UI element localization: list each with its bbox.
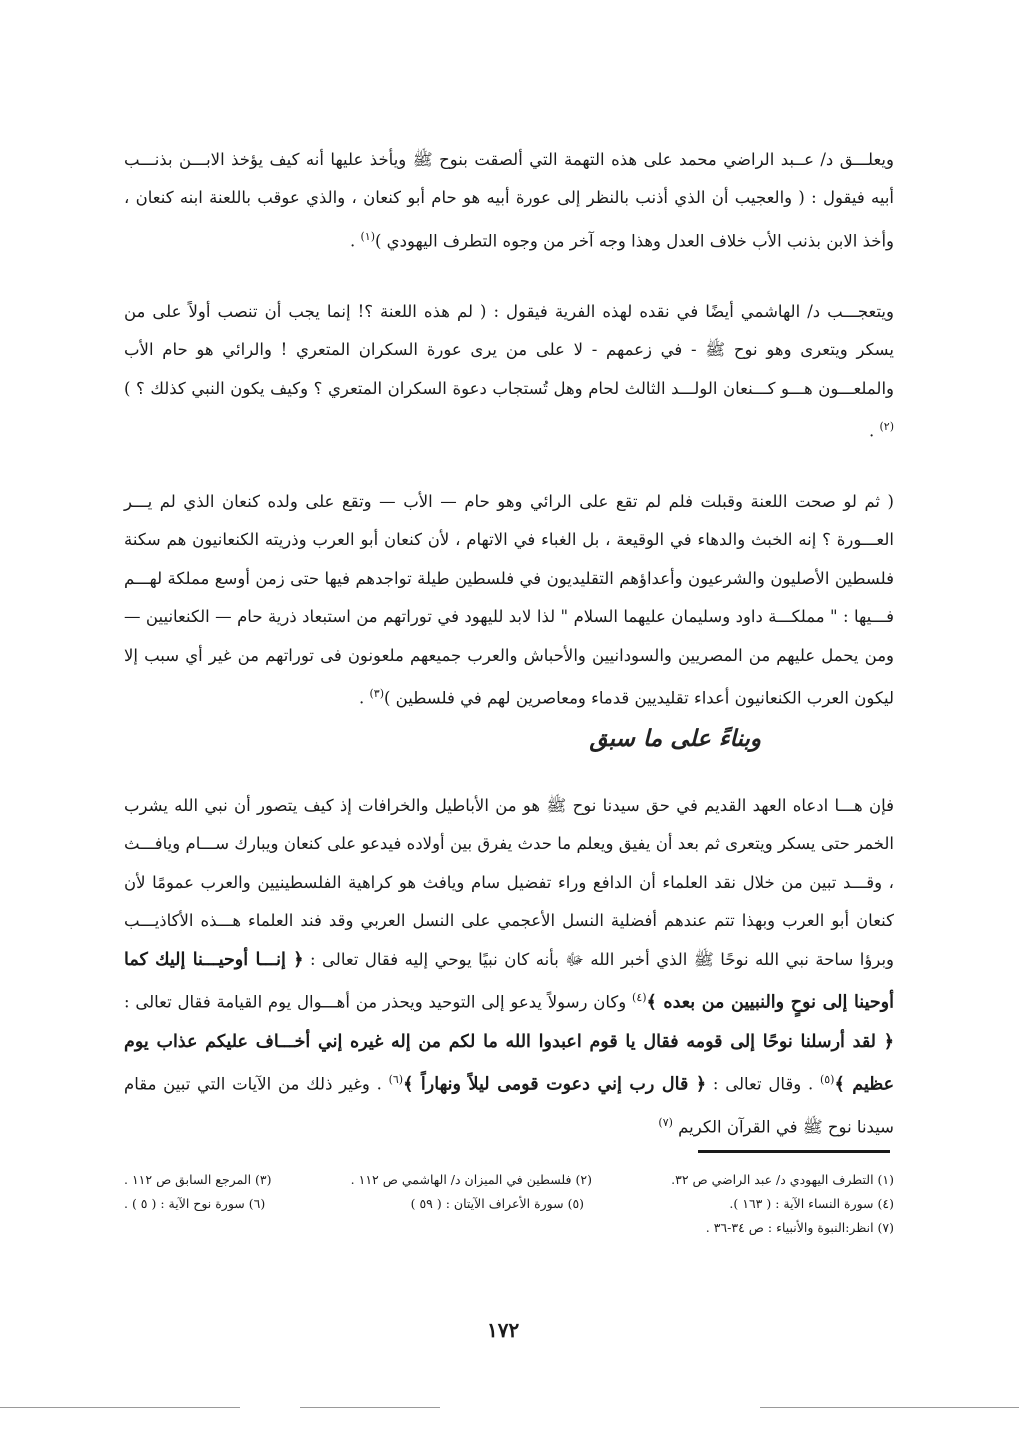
paragraph-4-text-c: . وقال تعالى : xyxy=(706,1074,820,1094)
footnote-row xyxy=(124,1168,894,1192)
paragraph-1-text: ويعلـــق د/ عــبد الراضي محمد على هذه التهمة التي ألصقت بنوح ﷺ ويأخذ عليها أنه كيف يؤخذ الابـــن بذنـــب أبيه فيقول : ( والعجيب أن الذي أذنب بالنظر إلى عورة أبيه هو حام أبو كنعان ، والذي عوقب باللعنة ابنه كنعان ، وأخذ الابن بذنب الأب خلاف العدل وهذا وجه آخر من وجوه التطرف اليهودي ) xyxy=(124,149,894,251)
footnote-4: (٤) سورة النساء الآية : ( ١٦٣ ). xyxy=(729,1196,894,1211)
paragraph-4-text-d: . وغير ذلك من الآيات التي تبين مقام سيدنا نوح ﷺ في القرآن الكريم xyxy=(124,1074,894,1137)
paragraph-3 xyxy=(124,483,894,719)
footnote-5: (٥) سورة الأعراف الآيتان : ( ٥٩ ) xyxy=(410,1196,585,1211)
footnote-ref-2: (٢) xyxy=(879,420,894,434)
footnote-ref-1: (١) xyxy=(360,229,375,243)
footnote-row xyxy=(124,1192,894,1216)
paragraph-2-text: ويتعجـــب د/ الهاشمي أيضًا في نقده لهذه الفرية فيقول : ( لم هذه اللعنة ؟! إنما يجب أن تنصب أولاً على من يسكر ويتعرى وهو نوح ﷺ - في زعمهم - لا على من يرى عورة السكران المتعري ! والرائي هو حام الأب والملعـــون هـــو كـــنعان الولـــد الثالث لحام وهل تُستجاب دعوة السكران المتعري ؟ وكيف يكون النبي كذلك ؟ ) xyxy=(124,301,894,398)
footnotes xyxy=(124,1168,894,1240)
paragraph-1 xyxy=(124,141,894,261)
footnote-ref-7: (٧) xyxy=(658,1116,673,1130)
footnote-ref-3: (٣) xyxy=(369,687,384,701)
footnote-ref-6: (٦) xyxy=(388,1073,404,1087)
footnote-row xyxy=(124,1216,894,1240)
quran-quote-3: ﴿ قال رب إني دعوت قومى ليلاً ونهاراً ﴾ xyxy=(403,1074,707,1095)
paragraph-4 xyxy=(124,787,894,1148)
footnote-2: (٢) فلسطين في الميزان د/ الهاشمي ص ١١٢ . xyxy=(350,1172,592,1187)
quran-quote-1: ﴿ إنـــا أوحيـــنا إليك كما أوحينا إلى نوحٍ والنبيين من بعده ﴾ xyxy=(124,949,894,1013)
footnote-3: (٣) المرجع السابق ص ١١٢ . xyxy=(124,1172,272,1187)
paragraph-3-text: ( ثم لو صحت اللعنة وقبلت فلم لم تقع على الرائي وهو حام — الأب — وتقع على ولده كنعان الذي لم يـــر العـــورة ؟ إنه الخبث والدهاء في الوقيعة ، بل الغباء في الاتهام ، لأن كنعان أبو العرب وذريته الكنعانيون هم سكنة فلسطين الأصليون والشرعيون وأعداؤهم التقليديون في فلسطين طيلة تواجدهم فيها حتى زمن أوسع مملكة لهـــم فـــيها : " مملكـــة داود وسليمان عليهما السلام " لذا لابد لليهود في توراتهم من استبعاد ذرية حام — الكنعانيين — ومن يحمل عليهم من المصريين والسودانيين والأحباش والعرب جميعهم ملعونون فى توراتهم من غير أي سبب إلا ليكون العرب الكنعانيون أعداء تقليديين قدماء ومعاصرين لهم في فلسطين ) xyxy=(124,491,894,708)
footnote-ref-4: (٤) xyxy=(632,991,647,1005)
paragraph-1-end: . xyxy=(349,231,361,251)
footnote-6: (٦) سورة نوح الآية : ( ٥ ) . xyxy=(124,1196,266,1211)
scan-edge-line xyxy=(300,1407,440,1408)
paragraph-3-end: . xyxy=(358,688,370,708)
footnote-1: (١) التطرف اليهودي د/ عبد الراضي ص ٣٢. xyxy=(671,1172,894,1187)
footnote-7: (٧) انظر:النبوة والأنبياء : ص ٣٤-٣٦ . xyxy=(705,1220,894,1235)
page-number: ١٧٢ xyxy=(487,1318,520,1342)
scan-edge-line xyxy=(0,1407,240,1408)
paragraph-2 xyxy=(124,293,894,452)
section-heading: وبناءً على ما سبق xyxy=(589,725,761,752)
paragraph-2-end: . xyxy=(868,421,880,441)
paragraph-4-text-b: وكان رسولاً يدعو إلى التوحيد ويحذر من أهـــوال يوم القيامة فقال تعالى : xyxy=(124,992,633,1012)
scan-edge-line xyxy=(760,1407,1019,1408)
footnote-ref-5: (٥) xyxy=(819,1073,835,1087)
footnote-divider xyxy=(698,1150,890,1153)
paragraph-4-text-a: فإن هـــا ادعاه العهد القديم في حق سيدنا نوح ﷺ هو من الأباطيل والخرافات إذ كيف يتصور أن نبي الله يشرب الخمر حتى يسكر ويتعرى ثم بعد أن يفيق ويعلم ما حدث يفرق بين أولاده فيدعو على كنعان ويبارك ســـام ويافـــث ، وقـــد تبين من خلال نقد العلماء أن الدافع وراء تفضيل سام ويافث هو كراهية الفلسطينيين والعرب عمومًا لأن كنعان أبو العرب وبهذا تتم عندهم أفضلية النسل الأعجمي على النسل العربي وقد فند العلماء هـــذه الأكاذيـــب وبرؤا ساحة نبي الله نوحًا ﷺ الذي أخبر الله ﷻ بأنه كان نبيًا يوحي إليه فقال تعالى : xyxy=(124,795,895,969)
quran-quote-2: ﴿ لقد أرسلنا نوحًا إلى قومه فقال يا قوم اعبدوا الله ما لكم من إله غيره إني أخـــاف عليكم عذاب يوم عظيم ﴾ xyxy=(124,1031,895,1095)
